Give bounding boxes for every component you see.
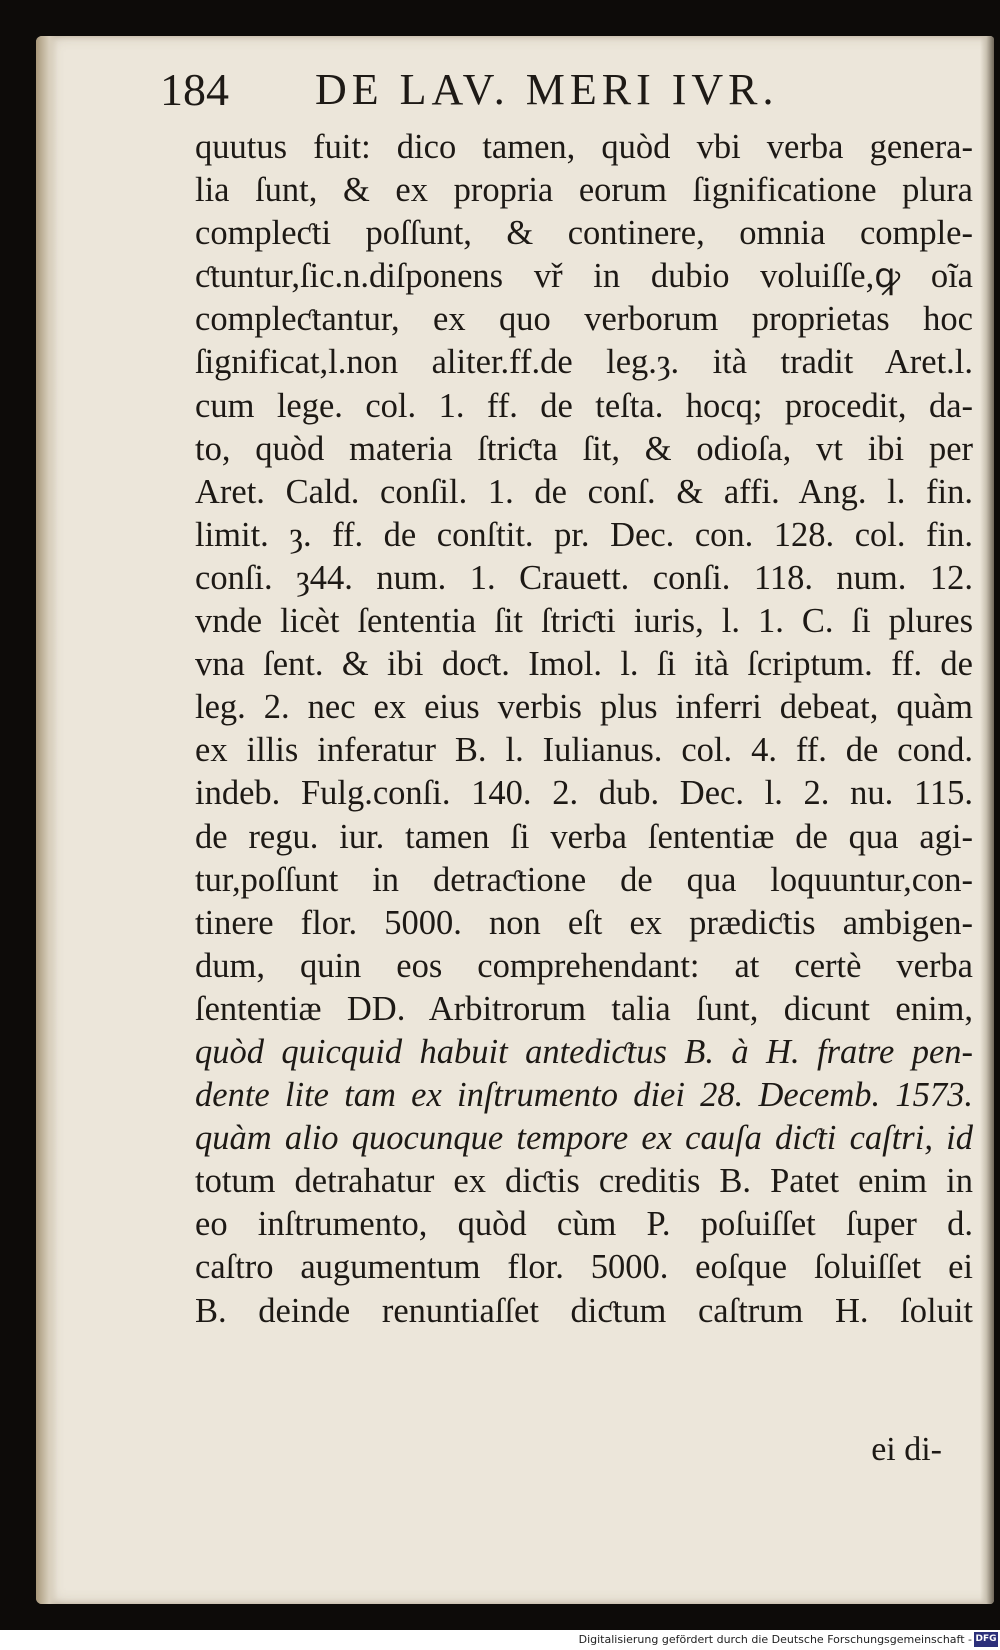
text-line: to, quòd materia ſtriƈta ſit, & odioſa, vt ibi per [195, 429, 973, 468]
text-line: conſi. ȝ44. num. 1. Crauett. conſi. 118. num. 12. [195, 558, 973, 597]
text-line: ex illis inferatur B. l. Iulianus. col. 4. ff. de cond. [195, 731, 973, 770]
text-line: quutus fuit: dico tamen, quòd vbi verba genera- [195, 128, 973, 166]
text-line: limit. ȝ. ff. de conſtit. pr. Dec. con. 128. col. fin. [195, 515, 973, 554]
text-line: lia ſunt, & ex propria eorum ſignificatione plura [195, 171, 973, 210]
text-line: tur,poſſunt in detraƈtione de qua loquuntur,con- [195, 860, 973, 899]
catchword: ei di- [871, 1431, 942, 1468]
running-title: DE LAV. MERI IVR. [315, 65, 779, 114]
page-number: 184 [160, 64, 229, 115]
text-line: ſententiæ DD. Arbitrorum talia ſunt, dicunt enim, [195, 989, 973, 1028]
text-line: totum detrahatur ex diƈtis creditis B. Patet enim in [195, 1162, 973, 1201]
text-line-italic: quòd quicquid habuit antediƈtus B. à H. fratre pen- [195, 1032, 973, 1071]
text-line: ſignificat,l.non aliter.ff.de leg.ȝ. ità tradit Aret.l. [195, 343, 973, 382]
dfg-logo: DFG [974, 1632, 998, 1647]
text-line: dum, quin eos comprehendant: at certè verba [195, 946, 973, 985]
text-line: caſtro augumentum flor. 5000. eoſque ſoluiſſet ei [195, 1248, 973, 1287]
text-line: B. deinde renuntiaſſet diƈtum caſtrum H. ſoluit [195, 1291, 973, 1330]
body-text [195, 126, 973, 1333]
text-line: vnde licèt ſententia ſit ſtriƈti iuris, l. 1. C. ſi plures [195, 602, 973, 641]
text-line: eo inſtrumento, quòd cùm P. poſuiſſet ſuper d. [195, 1205, 973, 1244]
text-line: compleƈtantur, ex quo verborum proprietas hoc [195, 300, 973, 339]
text-line: indeb. Fulg.conſi. 140. 2. dub. Dec. l. 2. nu. 115. [195, 774, 973, 813]
text-line-italic: dente lite tam ex inſtrumento diei 28. Decemb. 1573. [195, 1076, 973, 1115]
text-line: de regu. iur. tamen ſi verba ſententiæ de qua agi- [195, 817, 973, 856]
text-line: leg. 2. nec ex eius verbis plus inferri debeat, quàm [195, 688, 973, 727]
text-line: vna ſent. & ibi doƈt. Imol. l. ſi ità ſcriptum. ff. de [195, 645, 973, 684]
text-line: cum lege. col. 1. ff. de teſta. hocq; procedit, da- [195, 386, 973, 425]
funding-credit: Digitalisierung gefördert durch die Deutsche Forschungsgemeinschaft - [578, 1633, 972, 1646]
text-line-italic: quàm alio quocunque tempore ex cauſa diƈti caſtri, id [195, 1119, 973, 1158]
running-head [160, 62, 880, 118]
text-line: tinere flor. 5000. non eſt ex prædiƈtis ambigen- [195, 903, 973, 942]
page-gutter-shadow [36, 36, 58, 1604]
text-line: Aret. Cald. conſil. 1. de conſ. & affi. Ang. l. fin. [195, 472, 973, 511]
digitization-footer [0, 1630, 1000, 1650]
text-line: ƈtuntur,ſic.n.diſponens vř in dubio voluiſſe,ꝙ oĩa [195, 257, 973, 296]
page-fore-edge [980, 36, 994, 1604]
text-line: compleƈti poſſunt, & continere, omnia comple- [195, 214, 973, 253]
